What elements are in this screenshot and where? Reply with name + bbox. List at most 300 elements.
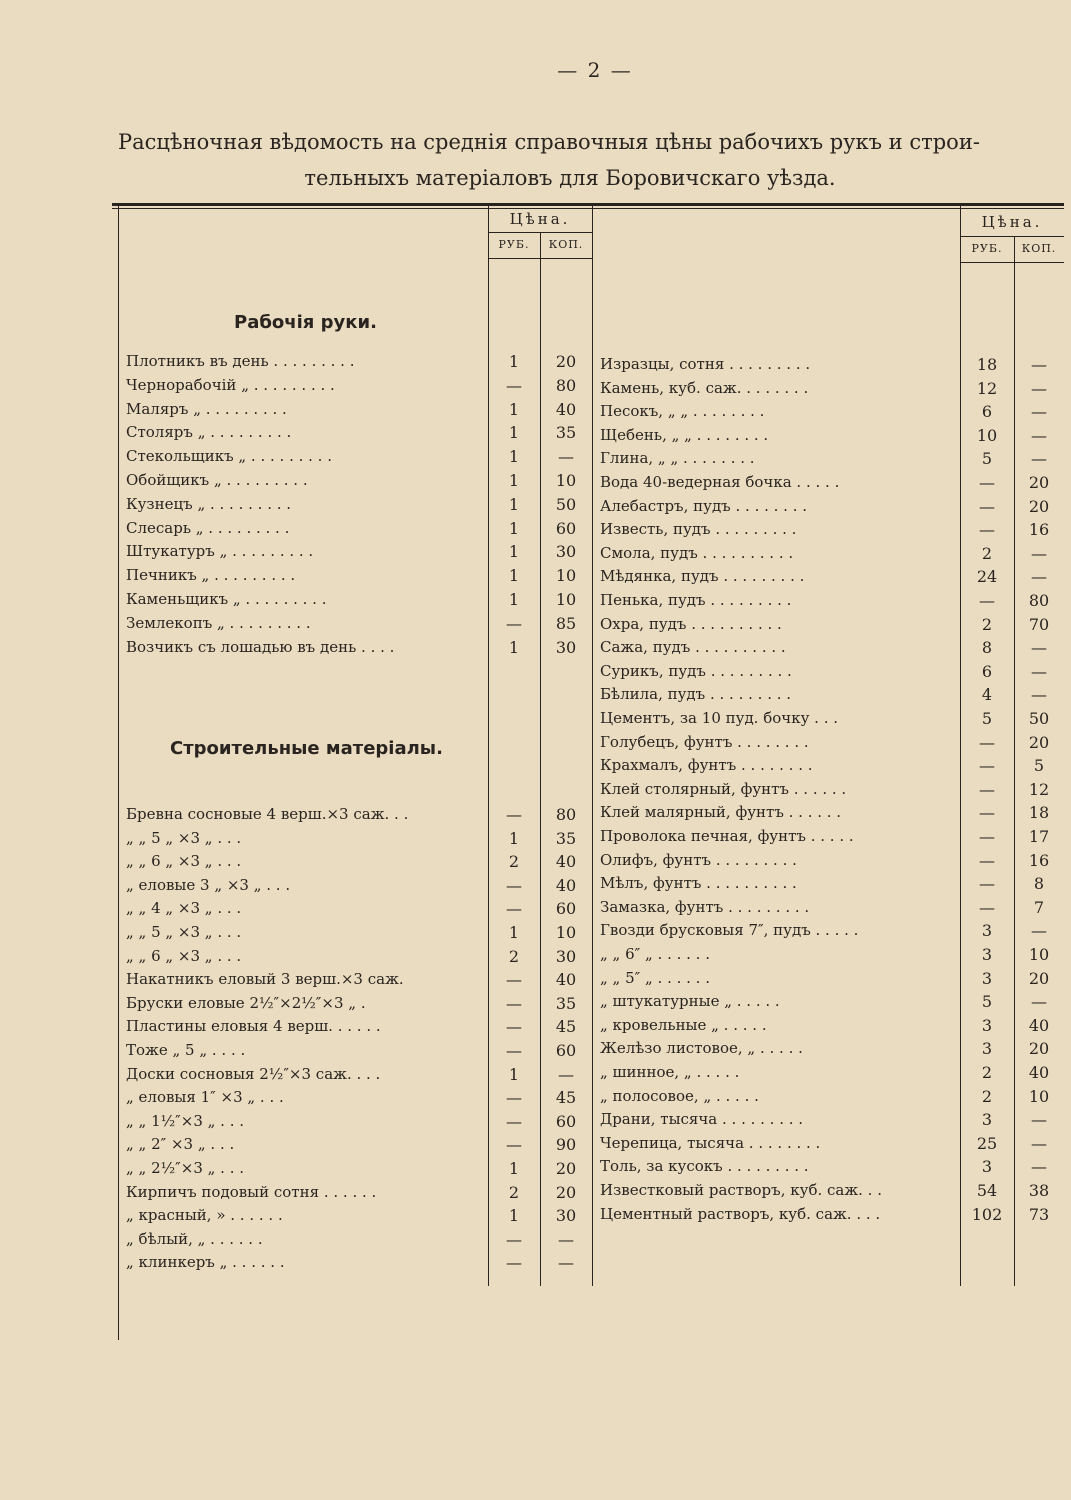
item-name: Цементъ, за 10 пуд. бочку . . .	[600, 709, 839, 727]
left-price-header: Цѣна.	[509, 210, 571, 228]
price-kop: —	[1031, 661, 1047, 681]
price-rub: —	[506, 805, 522, 824]
table-row	[600, 426, 1064, 450]
price-rub: —	[979, 756, 995, 776]
table-row	[126, 352, 592, 376]
page-number: — 2 —	[557, 58, 633, 82]
price-rub: 1	[508, 423, 520, 443]
item-name: Песокъ, „ „ . . . . . . . .	[600, 402, 765, 421]
item-name: Бревна сосновые 4 верш.×3 саж. . .	[126, 805, 409, 823]
price-kop: —	[1031, 1157, 1047, 1177]
item-name: Бѣлила, пудъ . . . . . . . . .	[600, 685, 792, 704]
price-kop: 40	[1028, 1015, 1050, 1035]
price-kop: 35	[555, 828, 577, 848]
item-name: Мѣдянка, пудъ . . . . . . . . .	[600, 567, 805, 586]
price-kop: 10	[555, 590, 577, 609]
table-row	[126, 876, 592, 900]
price-rub: —	[979, 473, 995, 492]
price-rub: —	[506, 899, 522, 919]
price-kop: 16	[1028, 520, 1050, 540]
price-rub: —	[506, 1253, 522, 1273]
table-row	[600, 1087, 1064, 1111]
price-kop: 10	[555, 471, 577, 490]
price-kop: 10	[1028, 1086, 1050, 1106]
price-rub: —	[506, 970, 522, 990]
section-materials-title: Строительные матеріалы.	[170, 738, 443, 759]
price-kop: —	[1031, 1110, 1047, 1130]
price-kop: —	[1031, 567, 1047, 587]
item-name: „ „ 4 „ ×3 „ . . .	[126, 899, 242, 918]
table-row	[126, 923, 592, 947]
table-row	[600, 591, 1064, 615]
price-rub: 5	[981, 709, 993, 728]
table-row	[600, 874, 1064, 898]
price-rub: —	[979, 897, 995, 917]
price-kop: 12	[1028, 779, 1050, 799]
table-row	[126, 852, 592, 876]
table-row	[126, 376, 592, 400]
item-name: „ бѣлый, „ . . . . . .	[126, 1229, 263, 1248]
price-rub: —	[506, 993, 522, 1013]
item-name: Известь, пудъ . . . . . . . . .	[600, 520, 797, 539]
left-price-rule	[488, 232, 592, 233]
table-row	[600, 567, 1064, 591]
price-kop: 20	[1028, 968, 1050, 988]
item-name: Кирпичъ подовый сотня . . . . . .	[126, 1182, 377, 1201]
price-rub: —	[979, 496, 995, 516]
table-row	[126, 1230, 592, 1254]
table-row	[126, 447, 592, 471]
price-rub: 1	[508, 590, 520, 609]
item-name: Черепица, тысяча . . . . . . . .	[600, 1133, 821, 1152]
price-kop: 90	[555, 1135, 577, 1155]
price-rub: 3	[981, 1015, 993, 1035]
table-row	[126, 1206, 592, 1230]
price-kop: 35	[555, 993, 577, 1013]
item-name: Чернорабочій „ . . . . . . . . .	[126, 375, 335, 394]
table-row	[600, 402, 1064, 426]
price-rub: 3	[981, 945, 993, 964]
price-kop: —	[1031, 378, 1047, 398]
table-row	[126, 1041, 592, 1065]
item-name: „ „ 5″ „ . . . . . .	[600, 968, 710, 987]
price-kop: 7	[1033, 897, 1045, 917]
price-rub: 2	[981, 614, 993, 634]
price-rub: —	[979, 827, 995, 846]
table-row	[600, 638, 1064, 662]
title-line-1: Расцѣночная вѣдомость на среднія справочныя цѣны рабочихъ рукъ и строи-	[118, 130, 980, 154]
table-row	[600, 1181, 1064, 1205]
table-row	[600, 497, 1064, 521]
item-name: Тоже „ 5 „ . . . .	[126, 1041, 246, 1059]
item-name: Голубецъ, фунтъ . . . . . . . .	[600, 732, 809, 751]
price-rub: 3	[981, 921, 993, 941]
item-name: Гвозди брусковыя 7″, пудъ . . . . .	[600, 921, 859, 940]
price-rub: 1	[508, 494, 520, 514]
item-name: Цементный растворъ, куб. саж. . . .	[600, 1204, 881, 1223]
item-name: Крахмалъ, фунтъ . . . . . . . .	[600, 756, 813, 775]
price-kop: 18	[1028, 803, 1050, 823]
price-rub: —	[506, 1041, 522, 1060]
item-name: Щебень, „ „ . . . . . . . .	[600, 425, 769, 444]
table-row	[126, 400, 592, 424]
table-row	[600, 921, 1064, 945]
table-row	[600, 520, 1064, 544]
item-name: Глина, „ „ . . . . . . . .	[600, 449, 755, 468]
item-name: „ „ 6″ „ . . . . . .	[600, 945, 710, 963]
item-name: „ еловые 3 „ ×3 „ . . .	[126, 875, 291, 894]
table-row	[600, 615, 1064, 639]
price-kop: 20	[1028, 732, 1050, 752]
item-name: „ „ 6 „ ×3 „ . . .	[126, 852, 242, 871]
item-name: Пенька, пудъ . . . . . . . . .	[600, 591, 792, 609]
price-rub: —	[979, 591, 995, 610]
price-rub: 8	[981, 638, 993, 658]
table-row	[126, 1159, 592, 1183]
price-kop: 10	[555, 923, 577, 942]
price-rub: —	[506, 375, 522, 395]
price-rub: —	[506, 1135, 522, 1155]
table-row	[126, 566, 592, 590]
price-kop: —	[558, 1064, 574, 1084]
item-name: Штукатуръ „ . . . . . . . . .	[126, 542, 314, 561]
price-kop: 20	[555, 1182, 577, 1202]
price-rub: —	[506, 875, 522, 895]
table-row	[126, 947, 592, 971]
price-kop: —	[1031, 638, 1047, 658]
price-kop: 60	[555, 1041, 577, 1060]
table-row	[126, 829, 592, 853]
price-kop: 40	[555, 970, 577, 990]
item-name: Клей столярный, фунтъ . . . . . .	[600, 779, 847, 798]
table-row	[600, 803, 1064, 827]
table-row	[600, 544, 1064, 568]
table-row	[126, 519, 592, 543]
price-rub: 1	[508, 1064, 520, 1084]
price-rub: —	[979, 874, 995, 894]
price-rub: 54	[976, 1181, 998, 1200]
table-row	[600, 1205, 1064, 1229]
left-rub-header: РУБ.	[498, 238, 530, 251]
item-name: Печникъ „ . . . . . . . . .	[126, 566, 296, 585]
item-name: Кузнецъ „ . . . . . . . . .	[126, 494, 292, 513]
table-row	[600, 685, 1064, 709]
price-rub: 24	[976, 567, 998, 587]
item-name: „ еловыя 1″ ×3 „ . . .	[126, 1088, 284, 1107]
table-row	[600, 945, 1064, 969]
table-row	[600, 1016, 1064, 1040]
price-rub: 1	[508, 399, 520, 419]
item-name: „ „ 2½″×3 „ . . .	[126, 1159, 245, 1177]
price-kop: 40	[555, 875, 577, 895]
table-row	[126, 805, 592, 829]
item-name: Сурикъ, пудъ . . . . . . . . .	[600, 661, 792, 680]
item-name: Алебастръ, пудъ . . . . . . . .	[600, 496, 808, 515]
item-name: Стекольщикъ „ . . . . . . . . .	[126, 447, 332, 466]
item-name: Столяръ „ . . . . . . . . .	[126, 423, 292, 442]
item-name: Доски сосновыя 2½″×3 саж. . . .	[126, 1064, 381, 1083]
table-row	[600, 1063, 1064, 1087]
price-rub: 1	[508, 566, 520, 586]
price-rub: 18	[976, 355, 998, 374]
table-row	[600, 662, 1064, 686]
price-kop: 20	[555, 352, 577, 371]
table-row	[600, 756, 1064, 780]
table-row	[600, 449, 1064, 473]
table-row	[126, 1065, 592, 1089]
price-kop: 45	[555, 1088, 577, 1108]
price-kop: 10	[555, 566, 577, 586]
item-name: „ „ 6 „ ×3 „ . . .	[126, 946, 242, 965]
price-kop: 35	[555, 423, 577, 443]
item-name: Охра, пудъ . . . . . . . . . .	[600, 614, 782, 633]
price-rub: 1	[508, 637, 520, 657]
price-kop: —	[558, 1253, 574, 1273]
table-row	[126, 495, 592, 519]
right-rub-header: РУБ.	[971, 242, 1003, 255]
item-name: Плотникъ въ день . . . . . . . . .	[126, 352, 355, 370]
price-kop: 70	[1028, 614, 1050, 634]
price-rub: 2	[981, 1063, 993, 1082]
item-name: Вода 40-ведерная бочка . . . . .	[600, 473, 840, 491]
price-kop: 73	[1028, 1204, 1050, 1224]
item-name: Мѣлъ, фунтъ . . . . . . . . . .	[600, 874, 797, 893]
item-name: Пластины еловыя 4 верш. . . . . .	[126, 1017, 381, 1036]
item-name: Сажа, пудъ . . . . . . . . . .	[600, 638, 786, 657]
price-rub: —	[979, 520, 995, 540]
price-kop: —	[1031, 425, 1047, 445]
price-kop: 40	[1028, 1063, 1050, 1082]
table-row	[126, 1253, 592, 1277]
price-kop: 40	[555, 399, 577, 419]
price-rub: 2	[981, 1086, 993, 1106]
table-row	[126, 1112, 592, 1136]
price-kop: 45	[555, 1017, 577, 1037]
price-kop: —	[1031, 992, 1047, 1012]
price-rub: 5	[981, 449, 993, 469]
table-row	[600, 851, 1064, 875]
price-rub: 6	[981, 402, 993, 422]
price-rub: 2	[981, 543, 993, 563]
price-rub: 3	[981, 1110, 993, 1130]
table-row	[600, 1157, 1064, 1181]
item-name: Драни, тысяча . . . . . . . . .	[600, 1110, 804, 1129]
price-kop: 20	[1028, 496, 1050, 516]
price-rub: 10	[976, 425, 998, 445]
table-row	[600, 355, 1064, 379]
item-name: Желѣзо листовое, „ . . . . .	[600, 1039, 803, 1058]
price-rub: 12	[976, 378, 998, 398]
table-row	[600, 1134, 1064, 1158]
price-kop: 85	[555, 613, 577, 633]
item-name: „ „ 5 „ ×3 „ . . .	[126, 828, 242, 847]
item-name: Накатникъ еловый 3 верш.×3 саж.	[126, 970, 404, 989]
price-rub: —	[979, 779, 995, 799]
price-kop: 8	[1033, 874, 1045, 894]
price-kop: 20	[1028, 1039, 1050, 1059]
left-unit-rule	[488, 258, 592, 259]
price-kop: —	[1031, 355, 1047, 374]
item-name: „ красный, » . . . . . .	[126, 1206, 283, 1225]
table-row	[126, 471, 592, 495]
price-kop: 30	[555, 637, 577, 657]
section-labor-title: Рабочія руки.	[234, 312, 377, 333]
price-rub: 1	[508, 352, 520, 371]
table-row	[126, 590, 592, 614]
table-row	[600, 733, 1064, 757]
item-name: Возчикъ съ лошадью въ день . . . .	[126, 637, 395, 656]
table-row	[600, 1039, 1064, 1063]
item-name: Слесарь „ . . . . . . . . .	[126, 518, 290, 537]
item-name: Олифъ, фунтъ . . . . . . . . .	[600, 850, 797, 869]
price-kop: 20	[1028, 473, 1050, 492]
table-row	[600, 780, 1064, 804]
price-rub: 2	[508, 852, 520, 872]
price-rub: 1	[508, 1206, 520, 1226]
price-kop: 60	[555, 518, 577, 538]
price-rub: 3	[981, 968, 993, 988]
price-kop: 10	[1028, 945, 1050, 964]
price-kop: —	[1031, 921, 1047, 941]
price-rub: 3	[981, 1157, 993, 1177]
table-row	[600, 827, 1064, 851]
table-row	[126, 1017, 592, 1041]
price-kop: —	[558, 1229, 574, 1249]
item-name: Замазка, фунтъ . . . . . . . . .	[600, 897, 810, 916]
price-rub: 1	[508, 471, 520, 490]
price-rub: 1	[508, 923, 520, 942]
table-row	[126, 638, 592, 662]
price-rub: —	[506, 1229, 522, 1249]
price-kop: —	[1031, 402, 1047, 422]
price-kop: 40	[555, 852, 577, 872]
price-kop: —	[1031, 449, 1047, 469]
price-kop: 80	[555, 375, 577, 395]
right-price-rule	[960, 236, 1064, 237]
item-name: Изразцы, сотня . . . . . . . . .	[600, 355, 811, 373]
title-line-2: тельныхъ матеріаловъ для Боровичскаго уѣзда.	[304, 166, 836, 190]
item-name: „ клинкеръ „ . . . . . .	[126, 1253, 285, 1272]
price-kop: 20	[555, 1159, 577, 1178]
price-rub: 25	[976, 1133, 998, 1153]
price-kop: —	[558, 447, 574, 467]
item-name: Маляръ „ . . . . . . . . .	[126, 399, 287, 418]
item-name: Смола, пудъ . . . . . . . . . .	[600, 543, 794, 562]
table-top-rule	[112, 203, 1064, 206]
price-rub: —	[979, 850, 995, 870]
item-name: „ „ 2″ ×3 „ . . .	[126, 1135, 235, 1154]
price-rub: 102	[971, 1204, 1003, 1224]
table-row	[126, 1088, 592, 1112]
item-name: Проволока печная, фунтъ . . . . .	[600, 827, 854, 845]
item-name: Клей малярный, фунтъ . . . . . .	[600, 803, 842, 822]
price-rub: 1	[508, 542, 520, 562]
price-rub: —	[506, 613, 522, 633]
item-name: Камень, куб. саж. . . . . . . .	[600, 378, 809, 397]
table-row	[126, 994, 592, 1018]
price-rub: —	[979, 803, 995, 823]
table-row	[126, 970, 592, 994]
price-kop: 30	[555, 946, 577, 966]
price-rub: 1	[508, 447, 520, 467]
price-rub: 6	[981, 661, 993, 681]
item-name: Обойщикъ „ . . . . . . . . .	[126, 471, 308, 489]
price-kop: 60	[555, 899, 577, 919]
right-kop-header: КОП.	[1021, 242, 1057, 255]
table-row	[600, 969, 1064, 993]
price-kop: —	[1031, 685, 1047, 705]
price-rub: 2	[508, 1182, 520, 1202]
price-kop: 17	[1028, 827, 1050, 846]
price-kop: 38	[1028, 1181, 1050, 1200]
item-name: „ кровельные „ . . . . .	[600, 1015, 767, 1034]
price-kop: 80	[1028, 591, 1050, 610]
item-name: „ штукатурные „ . . . . .	[600, 992, 780, 1011]
item-name: Каменьщикъ „ . . . . . . . . .	[126, 590, 327, 608]
table-row	[126, 1135, 592, 1159]
price-rub: —	[979, 732, 995, 752]
price-rub: 3	[981, 1039, 993, 1059]
table-row	[600, 709, 1064, 733]
right-price-header: Цѣна.	[981, 213, 1043, 231]
price-kop: 80	[555, 805, 577, 824]
table-row	[600, 379, 1064, 403]
price-kop: 16	[1028, 850, 1050, 870]
price-rub: 1	[508, 828, 520, 848]
table-row	[600, 1110, 1064, 1134]
item-name: „ „ 1½″×3 „ . . .	[126, 1111, 245, 1130]
table-row	[126, 542, 592, 566]
left-kop-header: КОП.	[548, 238, 584, 251]
price-rub: 1	[508, 518, 520, 538]
price-rub: 5	[981, 992, 993, 1012]
left-right-divider	[592, 206, 593, 1286]
item-name: Землекопъ „ . . . . . . . . .	[126, 613, 311, 632]
table-row	[600, 992, 1064, 1016]
table-row	[126, 899, 592, 923]
right-unit-rule	[960, 262, 1064, 263]
price-kop: 60	[555, 1111, 577, 1131]
price-kop: 50	[555, 494, 577, 514]
price-rub: —	[506, 1111, 522, 1131]
table-top-rule-thin	[112, 208, 1064, 209]
price-rub: 1	[508, 1159, 520, 1178]
table-row	[126, 1183, 592, 1207]
table-row	[126, 423, 592, 447]
item-name: Бруски еловые 2½″×2½″×3 „ .	[126, 993, 366, 1012]
price-rub: 4	[981, 685, 993, 705]
price-rub: —	[506, 1088, 522, 1108]
price-kop: 50	[1028, 709, 1050, 728]
item-name: „ полосовое, „ . . . . .	[600, 1086, 759, 1105]
table-row	[600, 898, 1064, 922]
item-name: „ шинное, „ . . . . .	[600, 1063, 740, 1081]
price-kop: —	[1031, 1133, 1047, 1153]
item-name: „ „ 5 „ ×3 „ . . .	[126, 923, 242, 941]
table-row	[126, 614, 592, 638]
price-rub: —	[506, 1017, 522, 1037]
page-title	[100, 124, 1071, 196]
table-row	[600, 473, 1064, 497]
table-left-border	[118, 206, 119, 1340]
price-kop: 30	[555, 542, 577, 562]
price-kop: 30	[555, 1206, 577, 1226]
price-kop: 5	[1033, 756, 1045, 776]
item-name: Толь, за кусокъ . . . . . . . . .	[600, 1157, 809, 1176]
item-name: Известковый растворъ, куб. саж. . .	[600, 1181, 882, 1199]
price-rub: 2	[508, 946, 520, 966]
price-kop: —	[1031, 543, 1047, 563]
